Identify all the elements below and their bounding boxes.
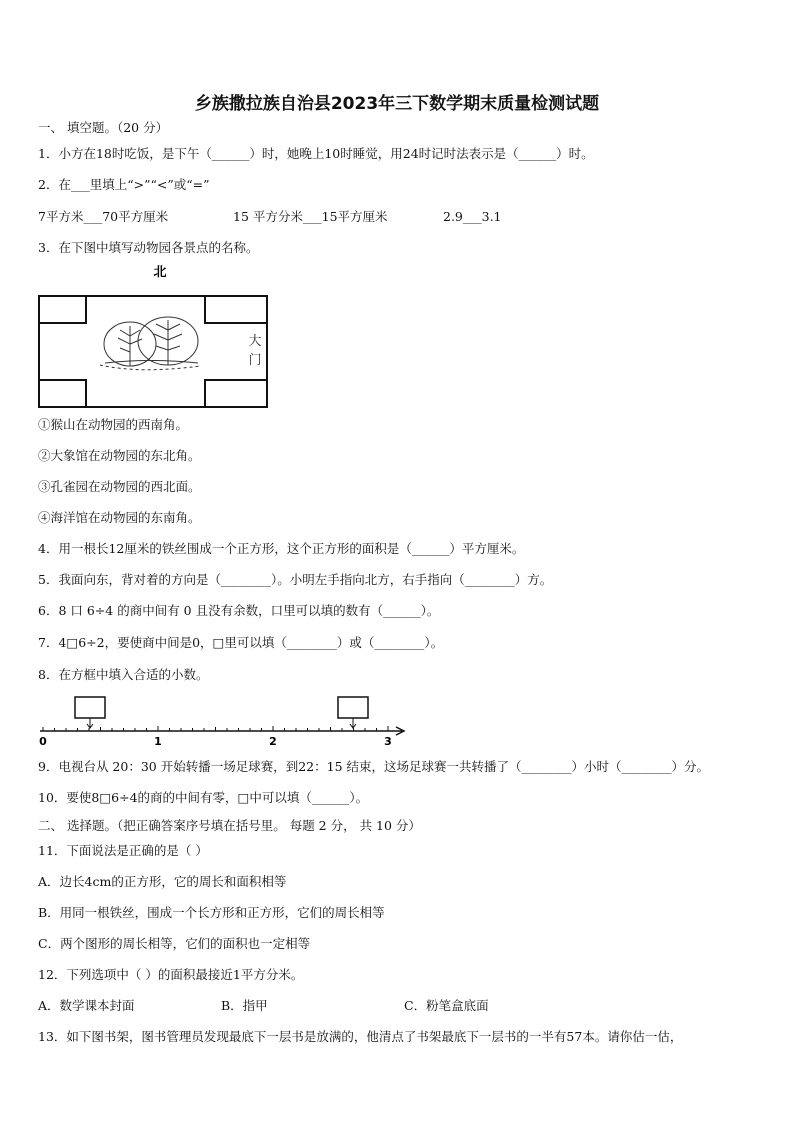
question-11: 11．下面说法是正确的是（ ） (38, 843, 208, 858)
tick-label-3: 3 (384, 735, 392, 748)
question-11-option-c: C．两个图形的周长相等，它们的面积也一定相等 (38, 936, 311, 951)
question-2: 2．在___里填上“>”“<”或“=” (38, 177, 210, 192)
question-11-option-b: B．用同一根铁丝，围成一个长方形和正方形，它们的周长相等 (38, 905, 385, 920)
question-7: 7．4□6÷2，要使商中间是0，□里可以填（________）或（________）。 (38, 635, 444, 650)
question-3-clue-2: ②大象馆在动物园的东北角。 (38, 448, 201, 463)
question-6: 6．8 口 6÷4 的商中间有 0 且没有余数，口里可以填的数有（______）。 (38, 603, 440, 618)
question-3: 3．在下图中填写动物园各景点的名称。 (38, 240, 259, 255)
section-heading-multiple-choice: 二、 选择题。（把正确答案序号填在括号里。 每题 2 分， 共 10 分） (38, 818, 421, 833)
north-label: 北 (153, 265, 167, 280)
question-10: 10．要使8□6÷4的商的中间有零，□中可以填（______）。 (38, 790, 369, 805)
zoo-map-diagram (30, 262, 280, 414)
question-2-item-3: 2.9___3.1 (443, 209, 502, 224)
number-line-diagram (30, 693, 420, 751)
northwest-blank-box (39, 296, 86, 323)
tick-label-0: 0 (39, 735, 47, 748)
question-2-item-2: 15 平方分米___15平方厘米 (233, 209, 388, 224)
question-11-option-a: A．边长4cm的正方形，它的周长和面积相等 (38, 874, 287, 889)
question-1: 1．小方在18时吃饭，是下午（______）时，她晚上10时睡觉，用24时记时法表示是（______）时。 (38, 146, 594, 161)
question-12: 12．下列选项中（ ）的面积最接近1平方分米。 (38, 967, 304, 982)
question-4: 4．用一根长12厘米的铁丝围成一个正方形，这个正方形的面积是（______）平方厘米。 (38, 541, 525, 556)
question-3-clue-1: ①猴山在动物园的西南角。 (38, 417, 189, 432)
question-3-clue-3: ③孔雀园在动物园的西北面。 (38, 479, 201, 494)
page-title: 乡族撒拉族自治县2023年三下数学期末质量检测试题 (194, 94, 600, 114)
tick-label-2: 2 (269, 735, 277, 748)
southwest-blank-box (39, 380, 86, 407)
question-12-option-a: A．数学课本封面 (38, 998, 135, 1013)
answer-box-left[interactable] (75, 697, 105, 718)
northeast-blank-box (205, 296, 267, 323)
tick-label-1: 1 (154, 735, 162, 748)
question-12-option-c: C．粉笔盒底面 (404, 998, 489, 1013)
southeast-blank-box (205, 380, 267, 407)
question-9: 9．电视台从 20：30 开始转播一场足球赛，到22：15 结束，这场足球赛一共转播了（________）小时（________）分。 (38, 759, 709, 774)
question-3-clue-4: ④海洋馆在动物园的东南角。 (38, 510, 201, 525)
section-heading-fill-blank: 一、 填空题。（20 分） (38, 120, 169, 135)
zoo-boundary (39, 296, 267, 407)
question-12-option-b: B．指甲 (221, 998, 268, 1013)
gate-label-top: 大 (248, 334, 262, 349)
question-2-item-1: 7平方米___70平方厘米 (38, 209, 169, 224)
question-13: 13．如下图书架，图书管理员发现最底下一层书是放满的，他清点了书架最底下一层书的一半有57本。请你估一估， (38, 1029, 683, 1044)
gate-label-bottom: 门 (248, 353, 262, 368)
question-8: 8．在方框中填入合适的小数。 (38, 667, 209, 682)
tree-icon (100, 317, 200, 370)
answer-box-right[interactable] (338, 697, 368, 718)
question-5: 5．我面向东，背对着的方向是（________）。小明左手指向北方，右手指向（________）方。 (38, 572, 553, 587)
